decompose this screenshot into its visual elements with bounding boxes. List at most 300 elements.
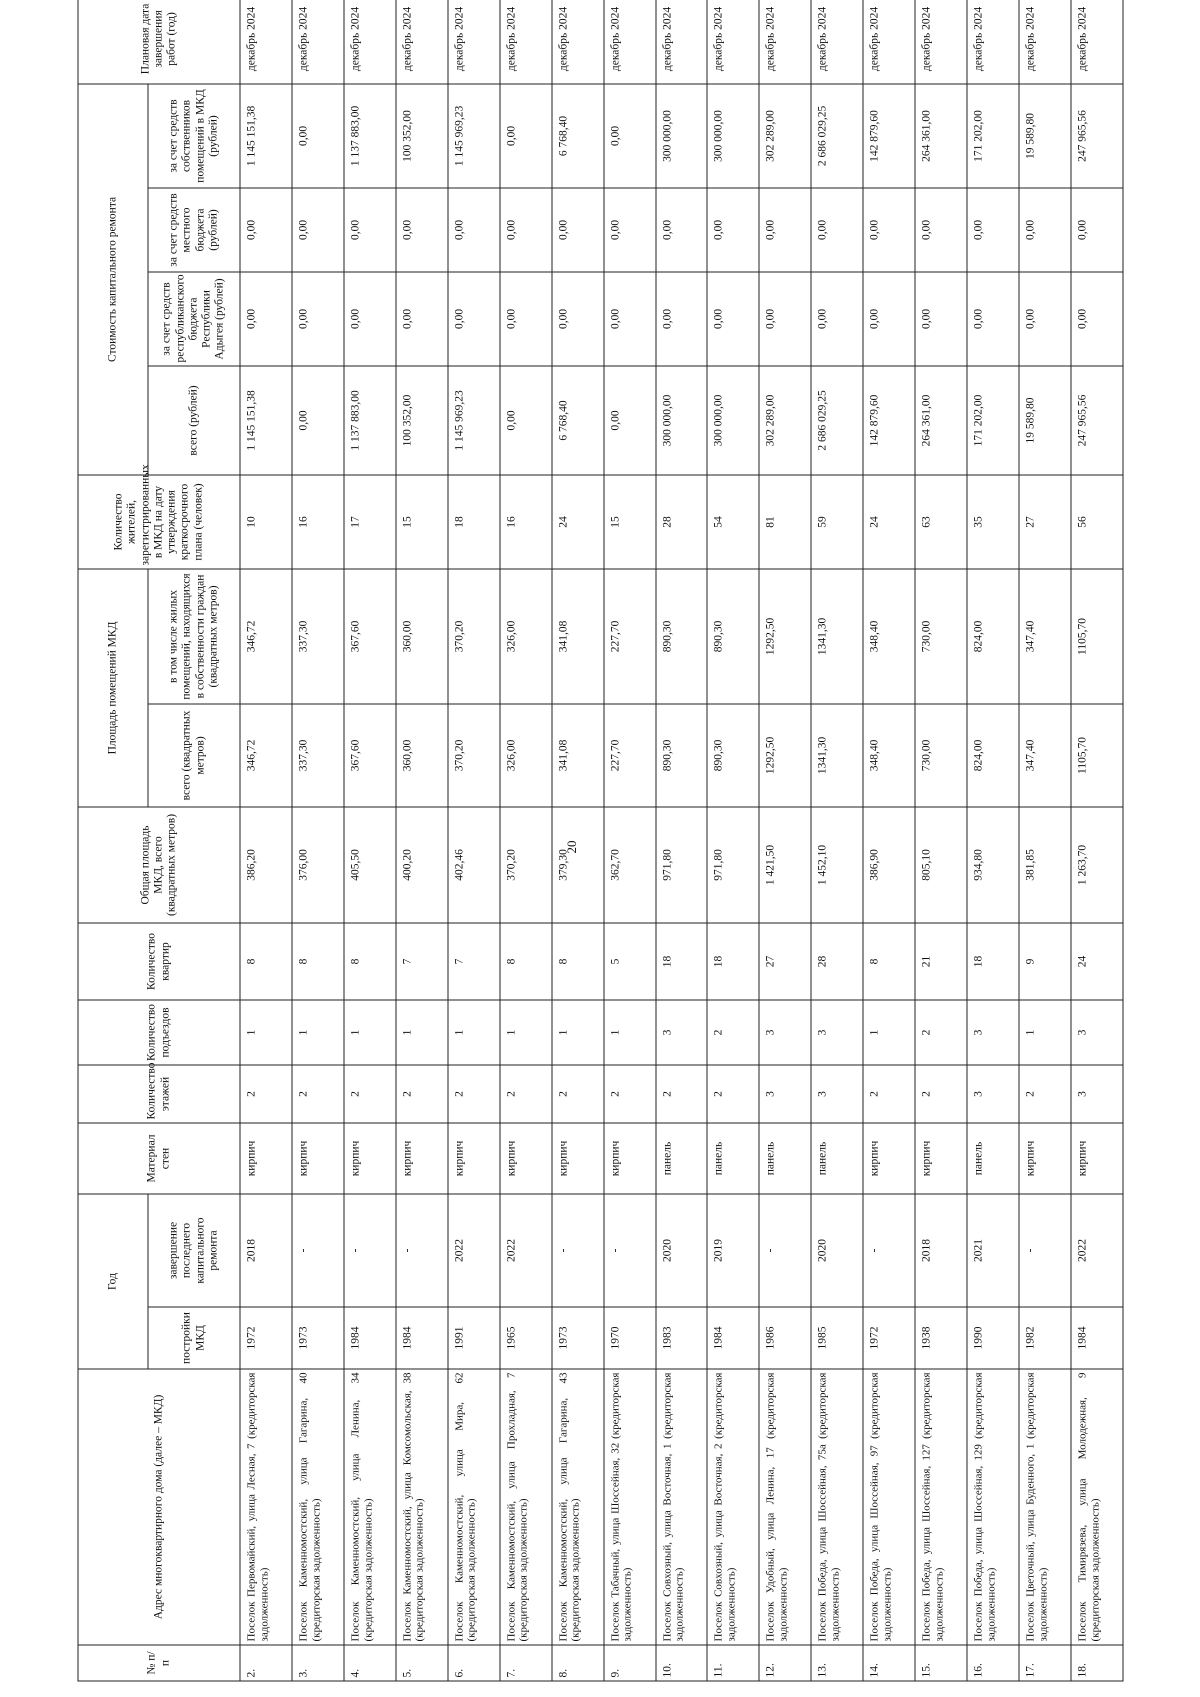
cell-residents: 18 — [447, 475, 499, 569]
cell-material: панель — [811, 1123, 863, 1194]
cell-address: Поселок Победа, улица Шоссейная, 127 (кредиторская задолженность) — [915, 1369, 967, 1645]
cell-total-area: 805,10 — [915, 807, 967, 923]
cell-apartments: 7 — [447, 923, 499, 1000]
cell-floors: 2 — [447, 1065, 499, 1123]
cell-cost-local: 0,00 — [343, 188, 395, 272]
cell-cost-local: 0,00 — [240, 188, 292, 272]
header-premises-area: Площадь помещений МКД — [78, 569, 148, 807]
header-cost: Стоимость капитального ремонта — [78, 84, 148, 475]
cell-premises-total: 360,00 — [395, 704, 447, 807]
cell-residents: 10 — [240, 475, 292, 569]
table-row — [343, 0, 395, 1681]
cell-apartments: 18 — [967, 923, 1019, 1000]
table-header — [78, 0, 240, 1681]
cell-residents: 15 — [603, 475, 655, 569]
cell-cost-owners: 300 000,00 — [707, 84, 759, 188]
cell-cost-total: 6 768,40 — [551, 366, 603, 475]
cell-material: кирпич — [863, 1123, 915, 1194]
cell-total-area: 1 263,70 — [1071, 807, 1123, 923]
cell-entrances: 1 — [603, 1000, 655, 1065]
header-material: Материал стен — [78, 1123, 240, 1194]
cell-address: Поселок Каменномостский, улица Ленина, 34 (кредиторская задолженность) — [343, 1369, 395, 1645]
cell-total-area: 1 421,50 — [759, 807, 811, 923]
cell-total-area: 971,80 — [655, 807, 707, 923]
cell-year-repair: 2022 — [499, 1194, 551, 1307]
cell-total-area: 370,20 — [499, 807, 551, 923]
cell-premises-total: 341,08 — [551, 704, 603, 807]
cell-year-repair: 2021 — [967, 1194, 1019, 1307]
cell-num: 16. — [967, 1645, 1019, 1681]
cell-total-area: 402,46 — [447, 807, 499, 923]
cell-year-built: 1965 — [499, 1307, 551, 1369]
cell-apartments: 9 — [1019, 923, 1071, 1000]
cell-entrances: 2 — [707, 1000, 759, 1065]
table-row — [655, 0, 707, 1681]
cell-material: панель — [759, 1123, 811, 1194]
cell-cost-total: 1 145 969,23 — [447, 366, 499, 475]
cell-cost-local: 0,00 — [291, 188, 343, 272]
cell-address: Поселок Первомайский, улица Лесная, 7 (кредиторская задолженность) — [240, 1369, 292, 1645]
table-row — [811, 0, 863, 1681]
cell-premises-residential: 347,40 — [1019, 569, 1071, 704]
cell-cost-total: 2 686 029,25 — [811, 366, 863, 475]
cell-residents: 24 — [863, 475, 915, 569]
cell-year-repair: 2022 — [1071, 1194, 1123, 1307]
cell-num: 15. — [915, 1645, 967, 1681]
cell-deadline: декабрь 2024 — [1071, 0, 1123, 84]
cell-num: 5. — [395, 1645, 447, 1681]
cell-cost-republic: 0,00 — [343, 272, 395, 366]
table-row — [447, 0, 499, 1681]
cell-cost-local: 0,00 — [967, 188, 1019, 272]
cell-entrances: 1 — [395, 1000, 447, 1065]
cell-cost-republic: 0,00 — [1071, 272, 1123, 366]
cell-premises-residential: 337,30 — [291, 569, 343, 704]
cell-cost-local: 0,00 — [447, 188, 499, 272]
cell-entrances: 3 — [811, 1000, 863, 1065]
cell-material: кирпич — [1019, 1123, 1071, 1194]
table-row — [1071, 0, 1123, 1681]
cell-cost-local: 0,00 — [603, 188, 655, 272]
cell-premises-residential: 227,70 — [603, 569, 655, 704]
cell-address: Поселок Каменномостский, улица Гагарина, 40 (кредиторская задолженность) — [291, 1369, 343, 1645]
cell-year-built: 1984 — [707, 1307, 759, 1369]
cell-total-area: 362,70 — [603, 807, 655, 923]
cell-residents: 54 — [707, 475, 759, 569]
cell-floors: 2 — [291, 1065, 343, 1123]
cell-year-repair: 2020 — [655, 1194, 707, 1307]
header-total-area: Общая площадь МКД, всего (квадратных метров) — [78, 807, 240, 923]
cell-total-area: 379,30 — [551, 807, 603, 923]
cell-deadline: декабрь 2024 — [759, 0, 811, 84]
cell-num: 18. — [1071, 1645, 1123, 1681]
cell-deadline: декабрь 2024 — [551, 0, 603, 84]
header-year-built: постройки МКД — [148, 1307, 240, 1369]
cell-cost-total: 1 145 151,38 — [240, 366, 292, 475]
table-row — [759, 0, 811, 1681]
cell-total-area: 400,20 — [395, 807, 447, 923]
header-residents: Количество жителей, зарегистрированных в МКД на дату утверждения краткосрочного плана (человек) — [78, 475, 240, 569]
cell-premises-residential: 348,40 — [863, 569, 915, 704]
cell-floors: 2 — [655, 1065, 707, 1123]
cell-apartments: 8 — [499, 923, 551, 1000]
cell-cost-owners: 142 879,60 — [863, 84, 915, 188]
table-row — [915, 0, 967, 1681]
cell-cost-total: 142 879,60 — [863, 366, 915, 475]
table-row — [395, 0, 447, 1681]
cell-cost-republic: 0,00 — [291, 272, 343, 366]
table-row — [707, 0, 759, 1681]
cell-cost-owners: 0,00 — [499, 84, 551, 188]
cell-premises-residential: 1105,70 — [1071, 569, 1123, 704]
capital-repair-table — [77, 0, 1123, 1682]
cell-address: Поселок Тимирязева, улица Молодежная, 9 (кредиторская задолженность) — [1071, 1369, 1123, 1645]
cell-cost-republic: 0,00 — [915, 272, 967, 366]
cell-premises-total: 337,30 — [291, 704, 343, 807]
cell-entrances: 1 — [240, 1000, 292, 1065]
cell-floors: 2 — [1019, 1065, 1071, 1123]
page-number: 20 — [564, 840, 579, 854]
header-year: Год — [78, 1194, 148, 1369]
cell-floors: 3 — [1071, 1065, 1123, 1123]
cell-premises-total: 326,00 — [499, 704, 551, 807]
cell-material: кирпич — [343, 1123, 395, 1194]
cell-residents: 17 — [343, 475, 395, 569]
cell-cost-owners: 171 202,00 — [967, 84, 1019, 188]
cell-address: Поселок Каменномостский, улица Комсомольская, 38 (кредиторская задолженность) — [395, 1369, 447, 1645]
table-body — [240, 0, 1123, 1681]
cell-year-built: 1972 — [863, 1307, 915, 1369]
cell-apartments: 8 — [240, 923, 292, 1000]
cell-cost-local: 0,00 — [863, 188, 915, 272]
header-num: № п/п — [78, 1645, 240, 1681]
cell-cost-owners: 0,00 — [291, 84, 343, 188]
cell-deadline: декабрь 2024 — [395, 0, 447, 84]
cell-cost-total: 0,00 — [499, 366, 551, 475]
header-deadline: Плановая дата завершения работ (год) — [78, 0, 240, 84]
cell-entrances: 1 — [291, 1000, 343, 1065]
cell-premises-total: 890,30 — [655, 704, 707, 807]
header-apartments: Количество квартир — [78, 923, 240, 1000]
cell-address: Поселок Цветочный, улица Буденного, 1 (кредиторская задолженность) — [1019, 1369, 1071, 1645]
cell-year-built: 1984 — [343, 1307, 395, 1369]
cell-premises-total: 346,72 — [240, 704, 292, 807]
cell-cost-owners: 0,00 — [603, 84, 655, 188]
header-floors: Количество этажей — [78, 1065, 240, 1123]
cell-cost-total: 0,00 — [291, 366, 343, 475]
cell-entrances: 3 — [1071, 1000, 1123, 1065]
cell-cost-local: 0,00 — [499, 188, 551, 272]
cell-cost-republic: 0,00 — [967, 272, 1019, 366]
cell-cost-local: 0,00 — [655, 188, 707, 272]
cell-year-built: 1984 — [1071, 1307, 1123, 1369]
cell-apartments: 8 — [343, 923, 395, 1000]
cell-cost-local: 0,00 — [1071, 188, 1123, 272]
header-premises-residential: в том числе жилых помещений, находящихся в собственности граждан (квадратных метров) — [148, 569, 240, 704]
table-row — [291, 0, 343, 1681]
cell-entrances: 1 — [863, 1000, 915, 1065]
rotated-table-container — [77, 3, 1123, 1682]
cell-address: Поселок Победа, улица Шоссейная, 75а (кредиторская задолженность) — [811, 1369, 863, 1645]
cell-year-repair: 2018 — [240, 1194, 292, 1307]
cell-total-area: 386,20 — [240, 807, 292, 923]
cell-material: кирпич — [551, 1123, 603, 1194]
cell-material: панель — [967, 1123, 1019, 1194]
cell-material: кирпич — [447, 1123, 499, 1194]
cell-cost-republic: 0,00 — [863, 272, 915, 366]
cell-cost-total: 247 965,56 — [1071, 366, 1123, 475]
cell-total-area: 376,00 — [291, 807, 343, 923]
cell-premises-residential: 360,00 — [395, 569, 447, 704]
cell-cost-owners: 247 965,56 — [1071, 84, 1123, 188]
cell-num: 11. — [707, 1645, 759, 1681]
cell-cost-owners: 6 768,40 — [551, 84, 603, 188]
cell-year-repair: 2022 — [447, 1194, 499, 1307]
cell-material: кирпич — [291, 1123, 343, 1194]
cell-entrances: 3 — [759, 1000, 811, 1065]
cell-floors: 2 — [240, 1065, 292, 1123]
cell-total-area: 934,80 — [967, 807, 1019, 923]
cell-cost-total: 302 289,00 — [759, 366, 811, 475]
cell-num: 13. — [811, 1645, 863, 1681]
cell-material: панель — [655, 1123, 707, 1194]
cell-num: 17. — [1019, 1645, 1071, 1681]
cell-year-built: 1972 — [240, 1307, 292, 1369]
cell-year-built: 1990 — [967, 1307, 1019, 1369]
table-row — [603, 0, 655, 1681]
cell-year-repair: - — [395, 1194, 447, 1307]
cell-apartments: 18 — [707, 923, 759, 1000]
cell-cost-republic: 0,00 — [240, 272, 292, 366]
cell-num: 12. — [759, 1645, 811, 1681]
cell-floors: 2 — [551, 1065, 603, 1123]
cell-cost-local: 0,00 — [759, 188, 811, 272]
cell-cost-owners: 19 589,80 — [1019, 84, 1071, 188]
cell-deadline: декабрь 2024 — [811, 0, 863, 84]
header-cost-total: всего (рублей) — [148, 366, 240, 475]
cell-premises-total: 1105,70 — [1071, 704, 1123, 807]
cell-year-built: 1973 — [551, 1307, 603, 1369]
cell-year-built: 1991 — [447, 1307, 499, 1369]
cell-cost-total: 300 000,00 — [655, 366, 707, 475]
cell-num: 9. — [603, 1645, 655, 1681]
cell-year-built: 1982 — [1019, 1307, 1071, 1369]
cell-cost-local: 0,00 — [395, 188, 447, 272]
cell-deadline: декабрь 2024 — [863, 0, 915, 84]
cell-deadline: декабрь 2024 — [499, 0, 551, 84]
cell-cost-republic: 0,00 — [447, 272, 499, 366]
cell-material: кирпич — [499, 1123, 551, 1194]
cell-year-repair: - — [759, 1194, 811, 1307]
table-row — [967, 0, 1019, 1681]
cell-floors: 2 — [395, 1065, 447, 1123]
cell-residents: 59 — [811, 475, 863, 569]
cell-deadline: декабрь 2024 — [447, 0, 499, 84]
cell-residents: 16 — [291, 475, 343, 569]
cell-apartments: 18 — [655, 923, 707, 1000]
cell-premises-total: 367,60 — [343, 704, 395, 807]
cell-total-area: 971,80 — [707, 807, 759, 923]
cell-year-built: 1984 — [395, 1307, 447, 1369]
cell-total-area: 381,85 — [1019, 807, 1071, 923]
cell-premises-total: 890,30 — [707, 704, 759, 807]
cell-address: Поселок Совхозный, улица Восточная, 2 (кредиторская задолженность) — [707, 1369, 759, 1645]
cell-address: Поселок Табачный, улица Шоссейная, 32 (кредиторская задолженность) — [603, 1369, 655, 1645]
cell-residents: 27 — [1019, 475, 1071, 569]
cell-entrances: 1 — [1019, 1000, 1071, 1065]
cell-cost-owners: 300 000,00 — [655, 84, 707, 188]
cell-num: 8. — [551, 1645, 603, 1681]
cell-cost-republic: 0,00 — [707, 272, 759, 366]
table-row — [499, 0, 551, 1681]
cell-address: Поселок Победа, улица Шоссейная, 129 (кредиторская задолженность) — [967, 1369, 1019, 1645]
cell-entrances: 2 — [915, 1000, 967, 1065]
cell-year-repair: 2019 — [707, 1194, 759, 1307]
cell-apartments: 8 — [291, 923, 343, 1000]
cell-apartments: 28 — [811, 923, 863, 1000]
cell-cost-republic: 0,00 — [655, 272, 707, 366]
cell-floors: 2 — [863, 1065, 915, 1123]
cell-apartments: 5 — [603, 923, 655, 1000]
cell-apartments: 7 — [395, 923, 447, 1000]
cell-cost-total: 100 352,00 — [395, 366, 447, 475]
cell-premises-total: 348,40 — [863, 704, 915, 807]
cell-cost-total: 19 589,80 — [1019, 366, 1071, 475]
cell-material: кирпич — [603, 1123, 655, 1194]
cell-cost-local: 0,00 — [811, 188, 863, 272]
cell-premises-total: 370,20 — [447, 704, 499, 807]
cell-premises-total: 347,40 — [1019, 704, 1071, 807]
cell-cost-total: 1 137 883,00 — [343, 366, 395, 475]
cell-cost-republic: 0,00 — [551, 272, 603, 366]
cell-floors: 3 — [759, 1065, 811, 1123]
cell-apartments: 8 — [863, 923, 915, 1000]
cell-apartments: 24 — [1071, 923, 1123, 1000]
cell-premises-residential: 1341,30 — [811, 569, 863, 704]
cell-entrances: 3 — [655, 1000, 707, 1065]
cell-cost-owners: 2 686 029,25 — [811, 84, 863, 188]
cell-entrances: 3 — [967, 1000, 1019, 1065]
cell-floors: 2 — [707, 1065, 759, 1123]
cell-total-area: 386,90 — [863, 807, 915, 923]
cell-address: Поселок Каменномостский, улица Гагарина, 43 (кредиторская задолженность) — [551, 1369, 603, 1645]
cell-deadline: декабрь 2024 — [343, 0, 395, 84]
cell-residents: 81 — [759, 475, 811, 569]
cell-address: Поселок Каменномостский, улица Мира, 62 (кредиторская задолженность) — [447, 1369, 499, 1645]
cell-num: 4. — [343, 1645, 395, 1681]
cell-deadline: декабрь 2024 — [1019, 0, 1071, 84]
cell-entrances: 1 — [343, 1000, 395, 1065]
cell-total-area: 1 452,10 — [811, 807, 863, 923]
table-row — [1019, 0, 1071, 1681]
cell-deadline: декабрь 2024 — [655, 0, 707, 84]
cell-premises-residential: 346,72 — [240, 569, 292, 704]
cell-material: кирпич — [395, 1123, 447, 1194]
cell-address: Поселок Каменномостский, улица Прохладная, 7 (кредиторская задолженность) — [499, 1369, 551, 1645]
table-row — [240, 0, 292, 1681]
cell-material: панель — [707, 1123, 759, 1194]
cell-premises-residential: 370,20 — [447, 569, 499, 704]
header-address: Адрес многоквартирного дома (далее – МКД) — [78, 1369, 240, 1645]
table-row — [551, 0, 603, 1681]
cell-premises-total: 1341,30 — [811, 704, 863, 807]
cell-premises-residential: 824,00 — [967, 569, 1019, 704]
cell-material: кирпич — [915, 1123, 967, 1194]
cell-floors: 2 — [343, 1065, 395, 1123]
cell-total-area: 405,50 — [343, 807, 395, 923]
cell-premises-residential: 730,00 — [915, 569, 967, 704]
cell-apartments: 8 — [551, 923, 603, 1000]
cell-floors: 2 — [603, 1065, 655, 1123]
cell-num: 3. — [291, 1645, 343, 1681]
cell-num: 6. — [447, 1645, 499, 1681]
cell-cost-local: 0,00 — [707, 188, 759, 272]
cell-num: 7. — [499, 1645, 551, 1681]
cell-address: Поселок Совхозный, улица Восточная, 1 (кредиторская задолженность) — [655, 1369, 707, 1645]
cell-premises-total: 227,70 — [603, 704, 655, 807]
cell-deadline: декабрь 2024 — [240, 0, 292, 84]
cell-deadline: декабрь 2024 — [707, 0, 759, 84]
cell-cost-owners: 1 145 151,38 — [240, 84, 292, 188]
cell-deadline: декабрь 2024 — [291, 0, 343, 84]
cell-residents: 56 — [1071, 475, 1123, 569]
cell-cost-owners: 1 145 969,23 — [447, 84, 499, 188]
cell-entrances: 1 — [499, 1000, 551, 1065]
header-cost-local: за счет средств местного бюджета (рублей) — [148, 188, 240, 272]
table-row — [863, 0, 915, 1681]
cell-premises-total: 824,00 — [967, 704, 1019, 807]
cell-premises-residential: 890,30 — [707, 569, 759, 704]
cell-num: 10. — [655, 1645, 707, 1681]
cell-residents: 35 — [967, 475, 1019, 569]
cell-cost-republic: 0,00 — [395, 272, 447, 366]
cell-floors: 3 — [811, 1065, 863, 1123]
cell-premises-total: 730,00 — [915, 704, 967, 807]
cell-residents: 28 — [655, 475, 707, 569]
cell-cost-republic: 0,00 — [1019, 272, 1071, 366]
cell-address: Поселок Удобный, улица Ленина, 17 (кредиторская задолженность) — [759, 1369, 811, 1645]
cell-floors: 2 — [915, 1065, 967, 1123]
cell-residents: 16 — [499, 475, 551, 569]
header-premises-total: всего (квадратных метров) — [148, 704, 240, 807]
cell-cost-total: 264 361,00 — [915, 366, 967, 475]
cell-year-repair: - — [291, 1194, 343, 1307]
cell-apartments: 27 — [759, 923, 811, 1000]
header-year-repair: завершение последнего капитального ремонта — [148, 1194, 240, 1307]
cell-year-built: 1973 — [291, 1307, 343, 1369]
cell-floors: 3 — [967, 1065, 1019, 1123]
cell-cost-owners: 1 137 883,00 — [343, 84, 395, 188]
cell-year-repair: 2020 — [811, 1194, 863, 1307]
cell-cost-republic: 0,00 — [811, 272, 863, 366]
cell-year-repair: - — [863, 1194, 915, 1307]
cell-material: кирпич — [240, 1123, 292, 1194]
cell-cost-republic: 0,00 — [759, 272, 811, 366]
cell-premises-residential: 890,30 — [655, 569, 707, 704]
cell-year-built: 1985 — [811, 1307, 863, 1369]
cell-premises-residential: 367,60 — [343, 569, 395, 704]
cell-deadline: декабрь 2024 — [603, 0, 655, 84]
cell-cost-total: 0,00 — [603, 366, 655, 475]
cell-num: 14. — [863, 1645, 915, 1681]
cell-cost-owners: 100 352,00 — [395, 84, 447, 188]
cell-residents: 63 — [915, 475, 967, 569]
cell-cost-republic: 0,00 — [603, 272, 655, 366]
cell-cost-local: 0,00 — [1019, 188, 1071, 272]
cell-residents: 24 — [551, 475, 603, 569]
cell-deadline: декабрь 2024 — [915, 0, 967, 84]
cell-year-repair: 2018 — [915, 1194, 967, 1307]
